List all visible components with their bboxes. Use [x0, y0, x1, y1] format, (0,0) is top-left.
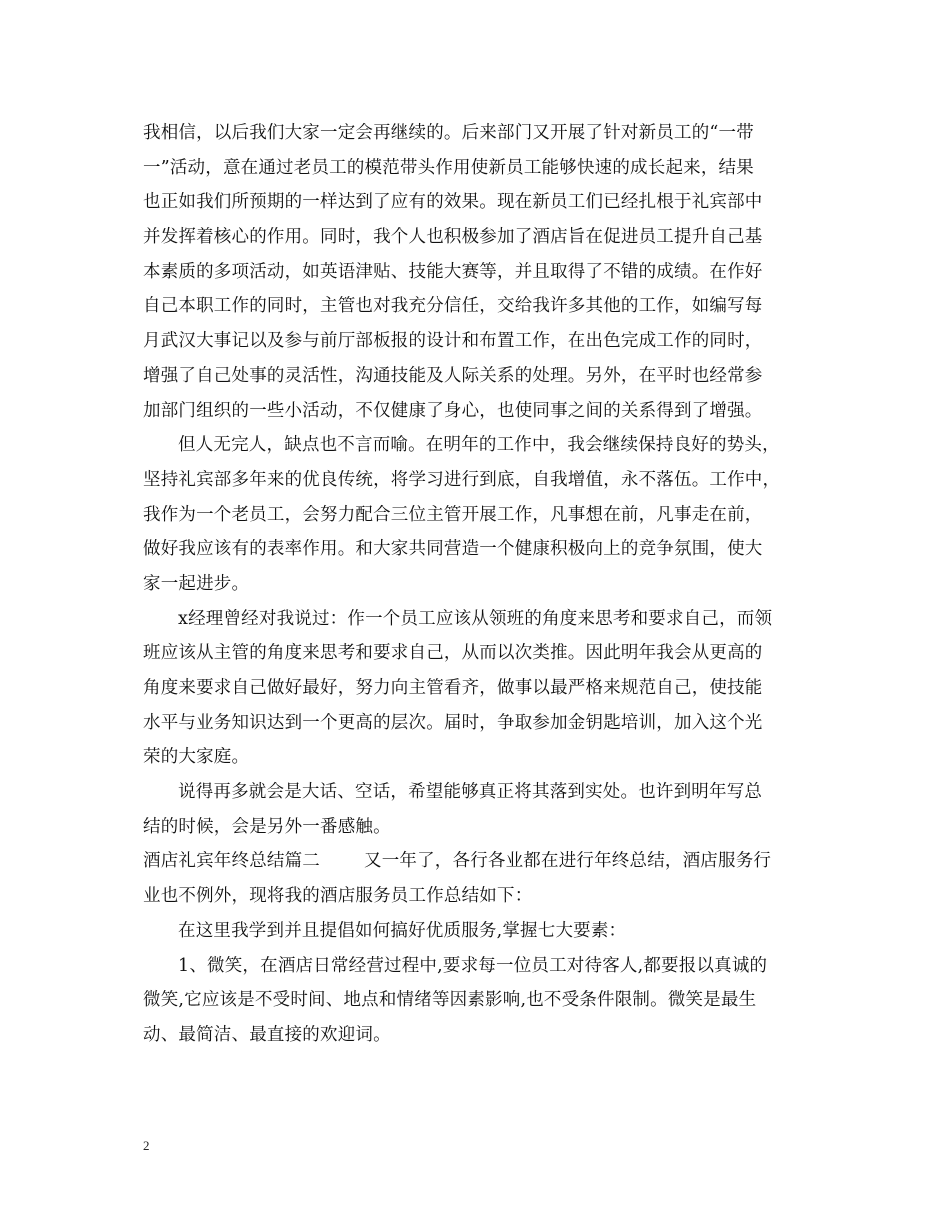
text-line: 结的时候，会是另外一番感触。 — [143, 816, 391, 837]
text-line: 荣的大家庭。 — [143, 747, 250, 768]
list-item-line: 1、微笑，在酒店日常经营过程中,要求每一位员工对待客人,都要报以真诚的 — [178, 955, 768, 976]
section-intro-text: 又一年了，各行各业都在进行年终总结，酒店服务行 — [364, 851, 772, 872]
text-line: 家一起进步。 — [143, 573, 250, 594]
text-line: 做好我应该有的表率作用。和大家共同营造一个健康积极向上的竞争氛围，使大 — [143, 539, 763, 560]
text-line: 我相信，以后我们大家一定会再继续的。后来部门又开展了针对新员工的“一带 — [143, 123, 754, 143]
text-line: 本素质的多项活动，如英语津贴、技能大赛等，并且取得了不错的成绩。在作好 — [143, 261, 763, 282]
text-line: 我作为一个老员工，会努力配合三位主管开展工作，凡事想在前，凡事走在前， — [143, 504, 763, 525]
text-line: 自己本职工作的同时，主管也对我充分信任，交给我许多其他的工作，如编写每 — [143, 296, 763, 317]
text-line: 班应该从主管的角度来思考和要求自己，从而以次类推。因此明年我会从更高的 — [143, 643, 763, 664]
section-heading: 酒店礼宾年终总结篇二 — [143, 851, 320, 872]
paragraph-start-line: 说得再多就会是大话、空话，希望能够真正将其落到实处。也许到明年写总 — [178, 782, 763, 803]
paragraph-start-line: 在这里我学到并且提倡如何搞好优质服务,掌握七大要素： — [178, 920, 627, 941]
text-line: 增强了自己处事的灵活性，沟通技能及人际关系的处理。另外，在平时也经常参 — [143, 365, 763, 386]
text-line: 动、最简洁、最直接的欢迎词。 — [143, 1024, 391, 1045]
text-line: 一”活动，意在通过老员工的模范带头作用使新员工能够快速的成长起来，结果 — [143, 157, 754, 178]
text-line: 水平与业务知识达到一个更高的层次。届时，争取参加金钥匙培训，加入这个光 — [143, 712, 763, 733]
section-heading-line — [143, 844, 808, 879]
text-line: 并发挥着核心的作用。同时，我个人也积极参加了酒店旨在促进员工提升自己基 — [143, 227, 763, 248]
paragraph-start-line: x经理曾经对我说过：作一个员工应该从领班的角度来思考和要求自己，而领 — [178, 608, 773, 629]
document-body — [143, 116, 808, 1053]
page-number: 2 — [143, 1138, 150, 1153]
text-line: 坚持礼宾部多年来的优良传统，将学习进行到底，自我增值，永不落伍。工作中， — [143, 469, 781, 490]
text-line: 微笑,它应该是不受时间、地点和情绪等因素影响,也不受条件限制。微笑是最生 — [143, 990, 757, 1011]
text-line: 加部门组织的一些小活动，不仅健康了身心，也使同事之间的关系得到了增强。 — [143, 400, 763, 421]
text-line: 角度来要求自己做好最好，努力向主管看齐，做事以最严格来规范自己，使技能 — [143, 678, 763, 698]
text-line: 也正如我们所预期的一样达到了应有的效果。现在新员工们已经扎根于礼宾部中 — [143, 192, 763, 213]
paragraph-start-line: 但人无完人，缺点也不言而喻。在明年的工作中，我会继续保持良好的势头， — [178, 435, 780, 456]
text-line: 月武汉大事记以及参与前厅部板报的设计和布置工作，在出色完成工作的同时， — [143, 331, 763, 352]
text-line: 业也不例外，现将我的酒店服务员工作总结如下： — [143, 886, 533, 907]
